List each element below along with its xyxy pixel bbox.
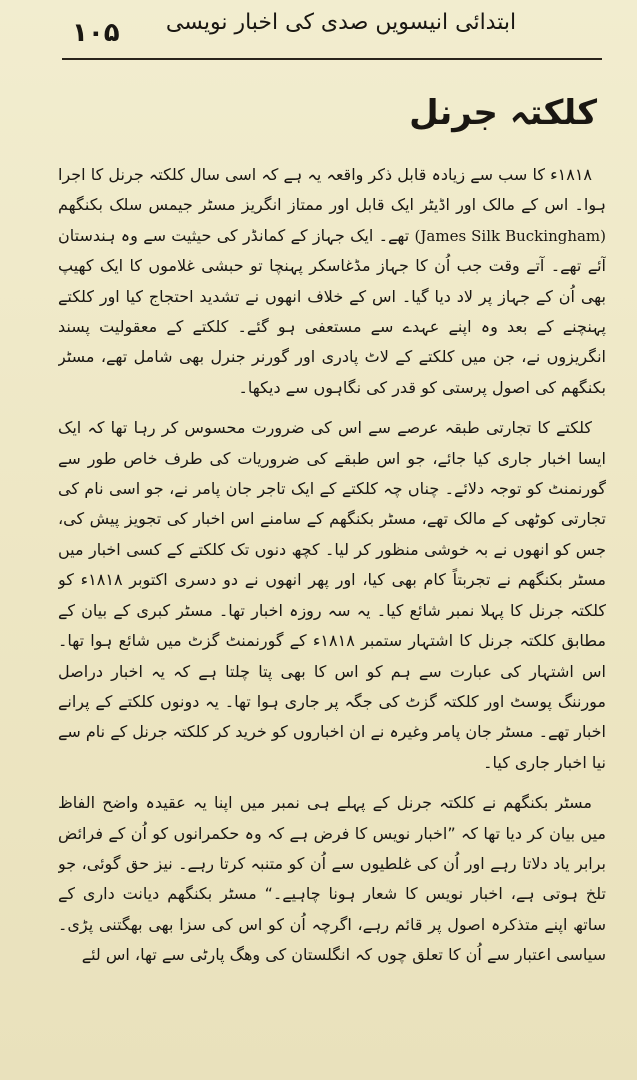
paragraph-2: کلکتے کا تجارتی طبقہ عرصے سے اس کی ضرورت محسوس کر رہا تھا کہ ایک ایسا اخبار جاری کیا جائے، جو اس طبقے کی ضروریات کی طرف خاص طور سے گورنمنٹ کو توجہ دلائے۔ چناں چہ کلکتے کے ایک تاجر جان پامر نے، جو اسی نام کی تجارتی کوٹھی کے مالک تھے، مسٹر بکنگھم کے سامنے اس اخبار کی تجویز پیش کی، جس کو انھوں نے بہ خوشی منظور کر لیا۔ کچھ دنوں تک کلکتے کے کسی اخبار میں مسٹر بکنگھم نے تجربتاً کام بھی کیا، اور پھر انھوں نے دو دسری اکتوبر ۱۸۱۸ء کو کلکتہ جرنل کا پہلا نمبر شائع کیا۔ یہ سہ روزہ اخبار تھا۔ مسٹر کبری کے بیان کے مطابق کلکتہ جرنل کا اشتہار ستمبر ۱۸۱۸ء کے گورنمنٹ گزٹ میں شائع ہوا تھا۔ اس اشتہار کی عبارت سے ہم کو اس کا بھی پتا چلتا ہے کہ یہ اخبار دراصل مورننگ پوسٹ اور کلکتہ گزٹ کی جگہ پر جاری ہوا تھا۔ یہ دونوں کلکتے کے پرانے اخبار تھے۔ مسٹر جان پامر وغیرہ نے ان اخباروں کو خرید کر کلکتہ جرنل کے نام سے نیا اخبار جاری کیا۔ [58,418,606,772]
header-divider [62,58,602,60]
paragraph-1 [58,160,606,403]
paragraph-1-text-after: تھے۔ ایک جہاز کے کمانڈر کی حیثیت سے وہ ہندستان آئے تھے۔ آتے وقت جب اُن کا جہاز مڈغاسکر پہنچا تو حبشی غلاموں کا ایک کھیپ بھی اُن کے جہاز پر لاد دیا گیا۔ اس کے خلاف انھوں نے تشدید احتجاج کیا اور کلکتے پہنچنے کے بعد وہ اپنے عہدے سے مستعفی ہو گئے۔ کلکتے کے معقولیت پسند انگریزوں نے، جن میں کلکتے کے لاٹ پادری اور گورنر جنرل بھی شامل تھے، مسٹر بکنگھم کی اصول پرستی کو قدر کی نگاہوں سے دیکھا۔ [58,225,606,397]
paragraph-1-text-before: ۱۸۱۸ء کا سب سے زیادہ قابل ذکر واقعہ یہ ہے کہ اسی سال کلکتہ جرنل کا اجرا ہوا۔ اس کے مالک اور اڈیٹر ایک قابل اور ممتاز انگریز مسٹر جیمس سلک بکنگھم [58,165,606,215]
paragraph-gap [58,778,606,788]
english-name: (James Silk Buckingham) [414,226,606,245]
paragraph-3: مسٹر بکنگھم نے کلکتہ جرنل کے پہلے ہی نمبر میں اپنا یہ عقیدہ واضح الفاظ میں بیان کر دیا تھا کہ ”اخبار نویس کا فرض ہے کہ وہ حکمرانوں کو اُن کے فرائض برابر یاد دلاتا رہے اور اُن کی غلطیوں سے اُن کو متنبہ کرتا رہے۔ نیز حق گوئی، جو تلخ ہوتی ہے، اخبار نویس کا شعار ہونا چاہیے۔“ مسٹر بکنگھم دیانت داری کے ساتھ اپنے متذکرہ اصول پر قائم رہے، اگرچہ اُن کو اس کی سزا بھی بھگتنی پڑی۔ سیاسی اعتبار سے اُن کا تعلق چوں کہ انگلستان کی وھگ پارٹی سے تھا، اس لئے [58,793,606,965]
page-number: ۱۰۵ [72,18,120,48]
body-text [58,160,606,1065]
running-title: ابتدائی انیسویں صدی کی اخبار نویسی [165,10,517,35]
page-header [0,0,637,62]
paragraph-gap [58,403,606,413]
section-title: کلکتہ جرنل [409,93,597,133]
